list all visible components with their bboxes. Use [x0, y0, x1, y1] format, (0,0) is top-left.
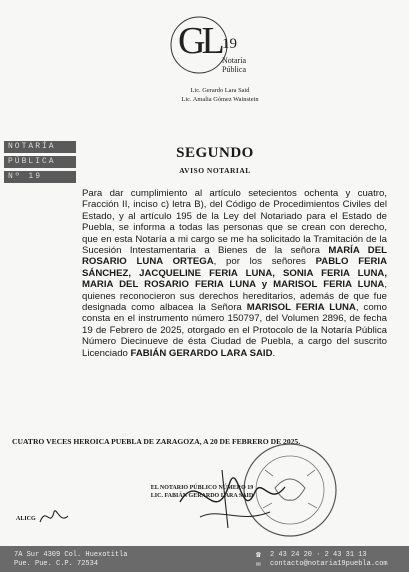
phone-icon: ☎ — [256, 551, 261, 560]
alicg-reference: ALICG — [16, 516, 36, 522]
notary-logo — [168, 14, 268, 80]
body-middle: , quienes reconocieron sus derechos hereditarios, además de que fue designada como albacea la Señora — [82, 279, 387, 314]
side-stamp-line1: NOTARÍA — [4, 141, 76, 153]
body-end: , como consta en el instrumento número 150797, del Volumen 2896, de fecha 19 de Febrero de 2025, otorgado en el Protocolo de la Notaría Pública Número Diecinueve de ésta Ciudad de Puebla, a cargo del suscrito Licenciado — [82, 302, 387, 359]
body-intro: Para dar cumplimiento al artículo setecientos ochenta y cuatro, Fracción II, inciso c) letra B), del Código de Procedimientos Civiles del Estado, y al artículo 195 de la Ley del Notariado para el Estado de Puebla, se informa a todas las personas que se crean con derecho, que en esta Notaría a mi cargo se me ha solicitado la Tramitación de la Sucesión Intestamentaria a Bienes de la señora — [82, 188, 387, 257]
heirs-names: PABLO FERIA SÁNCHEZ, JACQUELINE FERIA LUNA, SONIA FERIA LUNA, MARIA DEL ROSARIO FERIA LUNA y MARISOL FERIA LUNA — [82, 256, 387, 291]
footer-bar — [0, 546, 409, 572]
notice-body — [82, 188, 387, 359]
notary-name-1: Lic. Gerardo Lara Said — [190, 87, 250, 94]
body-final: . — [272, 347, 276, 359]
document-subtitle: AVISO NOTARIAL — [179, 166, 251, 175]
notary-names — [150, 86, 290, 104]
notary-name: FABIÁN GERARDO LARA SAID — [130, 347, 273, 359]
logo-title-line1: Notaría — [222, 56, 246, 65]
side-stamp-line2: PÚBLICA — [4, 156, 76, 168]
document-title: SEGUNDO — [176, 145, 254, 161]
footer-phone: 2 43 24 20 · 2 43 31 13 — [270, 551, 367, 559]
closing-line: CUATRO VECES HEROICA PUEBLA DE ZARAGOZA, A 20 DE FEBRERO DE 2025. — [12, 437, 301, 446]
deceased-name: MARÍA DEL ROSARIO LUNA ORTEGA — [82, 245, 387, 268]
notary-side-stamp — [4, 141, 76, 186]
side-stamp-line3: Nº 19 — [4, 171, 76, 183]
address-line2: Pue. Pue. C.P. 72534 — [14, 560, 99, 568]
signer-name: LIC. FABIÁN GERARDO LARA SAID — [150, 493, 254, 499]
footer-address — [14, 551, 127, 569]
logo-letters: GL — [178, 20, 221, 62]
logo-title-line2: Pública — [222, 65, 246, 74]
executor-name: MARISOL FERIA LUNA — [246, 302, 356, 314]
mail-icon: ✉ — [256, 560, 261, 569]
logo-title — [222, 56, 262, 74]
initials-signature-icon — [36, 504, 72, 528]
body-by: , por los señores — [213, 256, 316, 268]
signer-block — [112, 484, 292, 500]
address-line1: 7A Sur 4309 Col. Huexotitla — [14, 551, 128, 559]
signer-title: EL NOTARIO PÚBLICO NÚMERO 19 — [150, 485, 254, 491]
notary-name-2: Lic. Amalia Gómez Wainstein — [181, 96, 259, 103]
footer-email: contacto@notaria19puebla.com — [270, 560, 388, 568]
footer-contact — [270, 551, 388, 569]
logo-number: 19 — [222, 36, 237, 52]
